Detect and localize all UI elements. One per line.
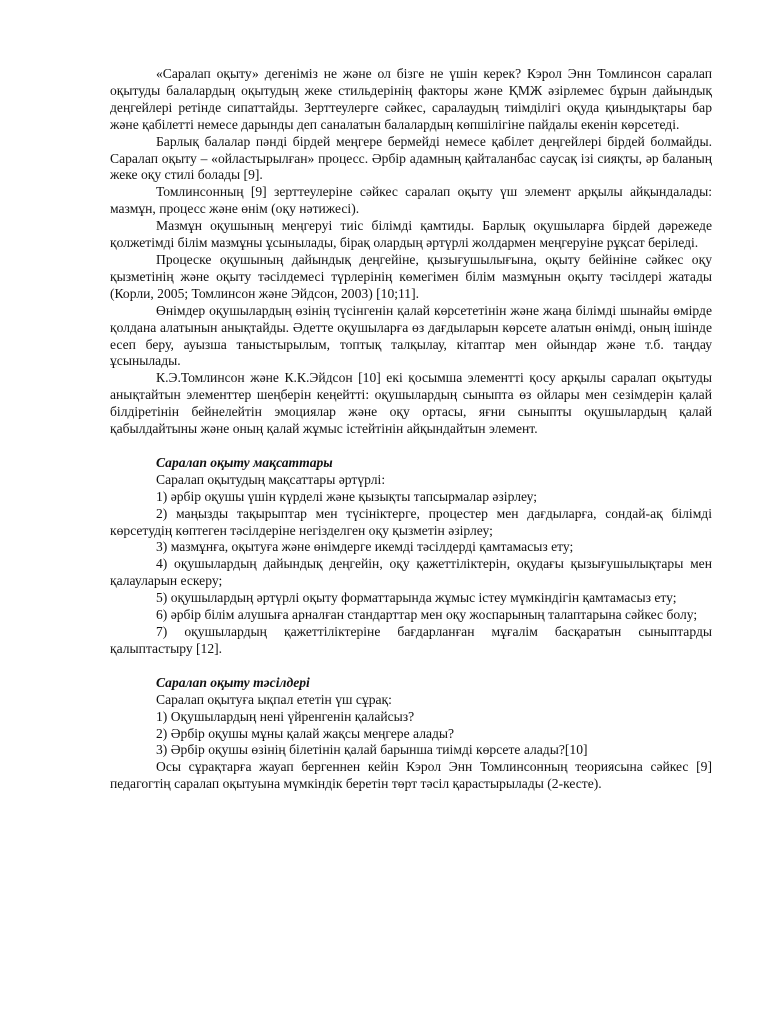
methods-intro: Саралап оқытуға ықпал ететін үш сұрақ: xyxy=(156,691,392,707)
paragraph-intro-4: Мазмұн оқушының меңгеруі тиіс білімді қамтиды. Барлық оқушыларға бірдей дәрежеде қолжетімді білім мазмұны ұсынылады, бірақ олардың әртүрлі жолдармен меңгеруіне рұқсат беріледі. xyxy=(110,218,712,251)
methods-question-2: 2) Әрбір оқушы мұны қалай жақсы меңгере алады? xyxy=(156,725,455,741)
section-gap xyxy=(110,658,712,675)
goals-item-5: 5) оқушылардың әртүрлі оқыту форматтарында жұмыс істеу мүмкіндігін қамтамасыз ету; xyxy=(156,590,677,606)
goals-item-7: 7) оқушылардың қажеттіліктеріне бағдарланған мұғалім басқаратын сыныптарды қалыптастыру [12]. xyxy=(110,624,712,656)
methods-question-3: 3) Әрбір оқушы өзінің білетінін қалай барынша тиімді көрсете алады?[10] xyxy=(156,742,588,758)
paragraph-intro-5: Процеске оқушының дайындық деңгейіне, қызығушылығына, оқыту бейініне сәйкес оқу қызметінің және оқыту тәсілдемесі түрлерінің көмегімен білім мазмұнын оқыту тәсілдері жатады (Корли, 2005; Томлинсон және Эйдсон, 2003) [10;11]. xyxy=(110,251,712,301)
methods-question-1: 1) Оқушылардың нені үйренгенін қалайсыз? xyxy=(156,708,415,724)
paragraph-intro-6: Өнімдер оқушылардың өзінің түсінгенін қалай көрсететінін және жаңа білімді шынайы өмірде қолдана алатынын анықтайды. Әдетте оқушыларға өз дағдыларын көрсете алатын өнімді, оның ішінде есеп беру, ауызша таныстырылым, топтық талқылау, кітаптар мен ойындар және т.б. таңдау ұсынылады. xyxy=(110,302,712,369)
paragraph-intro-2: Барлық балалар пәнді бірдей меңгере бермейді немесе қабілет деңгейлері бірдей болмайды. Саралап оқыту – «ойластырылған» процесс. Әрбір адамның қайталанбас саусақ ізі сияқты, әр баланың жеке оқу стилі болады [9]. xyxy=(110,133,712,183)
paragraph-intro-7: К.Э.Томлинсон және К.К.Эйдсон [10] екі қосымша элементті қосу арқылы саралап оқытуды анықтайтын элементтер шеңберін кеңейтті: оқушылардың сыныпта өз ойлары мен сезімдерін қалай білдіретінін бейнелейтін эмоциялар және оқу ортасы, яғни сыныпты оқушылардың қалай қабылдайтыны және оның қалай жұмыс істейтінін айқындайтын элемент. xyxy=(110,370,712,437)
document-page xyxy=(110,66,712,793)
methods-conclusion: Осы сұрақтарға жауап бергеннен кейін Кэрол Энн Томлинсонның теориясына сәйкес [9] педагогтің саралап оқытуына мүмкіндік беретін төрт тәсіл қарастырылады (2-кесте). xyxy=(110,759,712,792)
section-heading-methods: Саралап оқыту тәсілдері xyxy=(156,674,310,690)
paragraph-intro-1: «Саралап оқыту» дегеніміз не және ол бізге не үшін керек? Кэрол Энн Томлинсон саралап оқытуды балалардың оқытудың жеке стильдерінің факторы және ҚМЖ әзірлемес бұрын дайындық деңгейлері ретінде сипаттайды. Зерттеулерге сәйкес, саралаудың тиімділігі оқуда қиындықтары бар және қабілетті немесе дарынды деп саналатын балалардың көпшілігіне пайдалы екенін көрсетеді. xyxy=(110,66,712,132)
section-heading-goals: Саралап оқыту мақсаттары xyxy=(156,454,333,470)
goals-item-3: 3) мазмұнға, оқытуға және өнімдерге икемді тәсілдерді қамтамасыз ету; xyxy=(156,539,574,555)
goals-item-2: 2) маңызды тақырыптар мен түсініктерге, процестер мен дағдыларға, сондай-ақ білімді көрсетудің көптеген тәсілдеріне негізделген оқу қызметін әзірлеу; xyxy=(110,505,712,538)
goals-intro: Саралап оқытудың мақсаттары әртүрлі: xyxy=(156,471,386,487)
goals-item-1: 1) әрбір оқушы үшін күрделі және қызықты тапсырмалар әзірлеу; xyxy=(156,488,538,504)
paragraph-intro-3: Томлинсонның [9] зерттеулеріне сәйкес саралап оқыту үш элемент арқылы айқындалады: мазмұн, процесс және өнім (оқу нәтижесі). xyxy=(110,184,712,217)
section-gap xyxy=(110,438,712,455)
goals-item-4: 4) оқушылардың дайындық деңгейін, оқу қажеттіліктерін, оқудағы қызығушылықтары мен қалауларын ескеру; xyxy=(110,556,712,589)
goals-item-6: 6) әрбір білім алушыға арналған стандарттар мен оқу жоспарының талаптарына сәйкес болу; xyxy=(156,607,698,623)
